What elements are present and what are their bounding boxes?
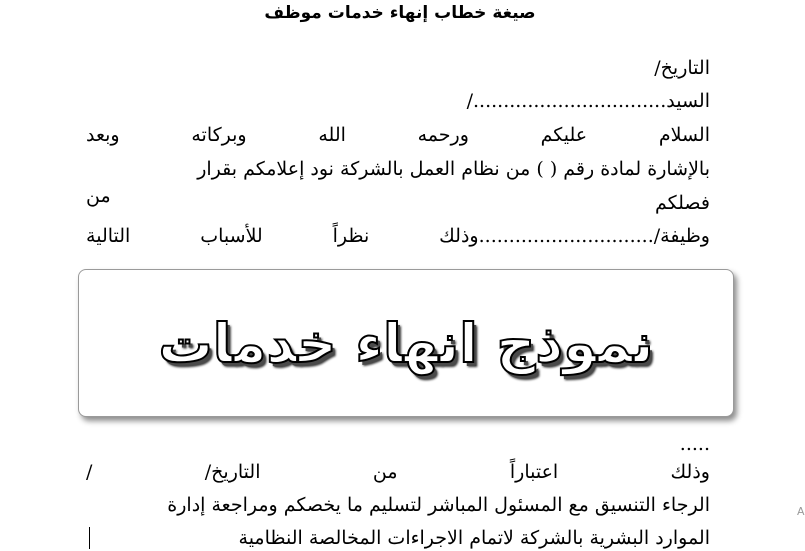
effective-word: من bbox=[372, 461, 398, 483]
text-cursor bbox=[89, 527, 90, 549]
dismiss-line bbox=[86, 185, 710, 216]
side-mark: A bbox=[797, 505, 805, 518]
position-word: للأسباب bbox=[200, 225, 263, 247]
greeting-line bbox=[86, 122, 710, 148]
banner-title: نموذج انهاء خدمات bbox=[158, 311, 654, 375]
position-word: نظراً bbox=[332, 225, 370, 247]
banner-box bbox=[78, 269, 734, 417]
mister-line: السيد................................/ bbox=[466, 90, 710, 112]
dismiss-word: من bbox=[86, 185, 111, 207]
date-line: التاريخ/ bbox=[654, 57, 710, 79]
hr-line: الموارد البشرية بالشركة لاتمام الاجراءات المخالصة النظامية bbox=[238, 527, 710, 549]
position-word: وظيفة/.............................وذلك bbox=[439, 225, 710, 247]
dots-line: ..... bbox=[679, 433, 710, 455]
position-word: التالية bbox=[86, 225, 131, 247]
position-line bbox=[86, 223, 710, 249]
effective-word: اعتباراً bbox=[509, 461, 559, 483]
effective-word: التاريخ/ bbox=[204, 461, 261, 483]
dismiss-word: فصلكم bbox=[655, 192, 710, 214]
greeting-word: ورحمه bbox=[417, 124, 469, 146]
coordination-line: الرجاء التنسيق مع المسئول المباشر لتسليم ما يخصكم ومراجعة إدارة bbox=[167, 494, 710, 516]
effective-word: وذلك bbox=[670, 461, 710, 483]
greeting-word: الله bbox=[318, 124, 346, 146]
greeting-word: عليكم bbox=[540, 124, 588, 146]
effective-word: / bbox=[86, 461, 93, 483]
greeting-word: السلام bbox=[658, 124, 710, 146]
greeting-word: وبركاته bbox=[191, 124, 247, 146]
greeting-word: وبعد bbox=[86, 124, 120, 146]
document-title: صيغة خطاب إنهاء خدمات موظف bbox=[264, 3, 536, 23]
effective-line bbox=[86, 459, 710, 485]
reference-line: بالإشارة لمادة رقم ( ) من نظام العمل بالشركة نود إعلامكم بقرار bbox=[197, 158, 710, 180]
